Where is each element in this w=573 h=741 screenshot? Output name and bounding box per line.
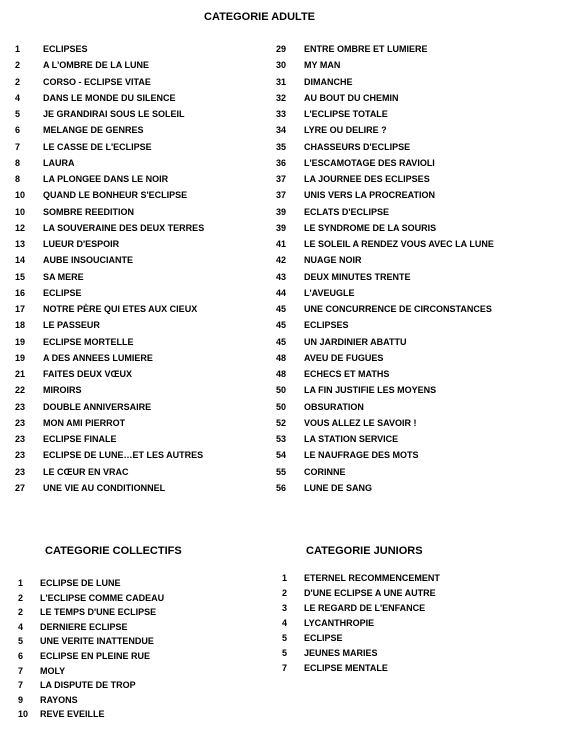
ranking-row — [15, 320, 265, 336]
entry-title: NUAGE NOIR — [304, 255, 362, 266]
rank-number: 3 — [282, 603, 288, 613]
rank-number: 48 — [276, 369, 287, 379]
juniors-ranking-list — [282, 573, 542, 678]
entry-title: FAITES DEUX VŒUX — [43, 369, 133, 379]
entry-title: SA MERE — [43, 271, 84, 282]
entry-title: ECLIPSE DE LUNE — [40, 578, 121, 588]
entry-title: QUAND LE BONHEUR S'ECLIPSE — [43, 190, 188, 201]
entry-title: LYRE OU DELIRE ? — [304, 125, 387, 136]
rank-number: 36 — [276, 157, 287, 168]
ranking-row — [18, 680, 238, 695]
rank-number: 55 — [276, 466, 287, 477]
entry-title: L'ECLIPSE COMME CADEAU — [40, 592, 165, 603]
entry-title: AVEU DE FUGUES — [304, 352, 384, 363]
ranking-row — [15, 109, 265, 125]
title-categorie-collectifs: CATEGORIE COLLECTIFS — [45, 545, 182, 557]
ranking-row — [18, 709, 238, 724]
entry-title: SOMBRE REEDITION — [43, 206, 135, 217]
entry-title: DERNIERE ECLIPSE — [40, 621, 128, 632]
entry-title: RAYONS — [40, 694, 78, 705]
rank-number: 16 — [15, 287, 26, 298]
entry-title: LA PLONGEE DANS LE NOIR — [43, 174, 169, 184]
ranking-row — [276, 77, 566, 93]
ranking-row — [15, 142, 265, 158]
entry-title: D'UNE ECLIPSE A UNE AUTRE — [304, 588, 436, 598]
ranking-row — [15, 125, 265, 141]
rank-number: 12 — [15, 222, 26, 233]
ranking-row — [276, 174, 566, 190]
rank-number: 34 — [276, 125, 287, 136]
ranking-row — [15, 77, 265, 93]
entry-title: LA STATION SERVICE — [304, 434, 399, 444]
ranking-row — [276, 190, 566, 206]
rank-number: 27 — [15, 482, 26, 493]
ranking-row — [276, 402, 566, 418]
rank-number: 43 — [276, 271, 287, 282]
rank-number: 45 — [276, 320, 287, 331]
entry-title: LE CASSE DE L'ECLIPSE — [43, 141, 152, 152]
entry-title: A DES ANNEES LUMIERE — [43, 352, 153, 363]
rank-number: 31 — [276, 76, 287, 87]
entry-title: CHASSEURS D'ECLIPSE — [304, 141, 411, 152]
entry-title: LE TEMPS D'UNE ECLIPSE — [40, 607, 157, 618]
entry-title: ECLIPSE FINALE — [43, 434, 117, 444]
ranking-row — [282, 663, 542, 678]
entry-title: LE CŒUR EN VRAC — [43, 466, 129, 477]
entry-title: ECHECS ET MATHS — [304, 369, 390, 379]
ranking-row — [15, 467, 265, 483]
ranking-row — [15, 44, 265, 60]
ranking-row — [276, 44, 566, 60]
ranking-row — [15, 60, 265, 76]
adult-ranking-right-column — [276, 44, 566, 499]
entry-title: DEUX MINUTES TRENTE — [304, 271, 411, 282]
ranking-row — [15, 93, 265, 109]
ranking-row — [276, 207, 566, 223]
rank-number: 1 — [15, 44, 21, 54]
entry-title: UNIS VERS LA PROCREATION — [304, 190, 436, 201]
rank-number: 13 — [15, 239, 26, 249]
entry-title: JE GRANDIRAI SOUS LE SOLEIL — [43, 109, 185, 119]
ranking-row — [15, 402, 265, 418]
ranking-row — [276, 304, 566, 320]
ranking-row — [18, 607, 238, 622]
entry-title: CORINNE — [304, 466, 346, 477]
rank-number: 9 — [18, 694, 24, 705]
entry-title: UNE CONCURRENCE DE CIRCONSTANCES — [304, 304, 492, 314]
rank-number: 35 — [276, 141, 287, 152]
entry-title: REVE EVEILLE — [40, 709, 105, 720]
title-categorie-adulte: CATEGORIE ADULTE — [204, 11, 316, 23]
entry-title: ECLATS D'ECLIPSE — [304, 206, 389, 217]
entry-title: DANS LE MONDE DU SILENCE — [43, 92, 176, 103]
entry-title: LA FIN JUSTIFIE LES MOYENS — [304, 385, 437, 396]
ranking-row — [15, 418, 265, 434]
ranking-row — [276, 109, 566, 125]
rank-number: 50 — [276, 401, 287, 412]
rank-number: 23 — [15, 466, 26, 477]
rank-number: 23 — [15, 417, 26, 428]
rank-number: 23 — [15, 434, 26, 444]
rank-number: 45 — [276, 304, 287, 314]
rank-number: 21 — [15, 369, 26, 379]
rank-number: 15 — [15, 271, 26, 282]
entry-title: JEUNES MARIES — [304, 648, 378, 658]
ranking-row — [282, 618, 542, 633]
entry-title: LE PASSEUR — [43, 320, 100, 331]
rank-number: 42 — [276, 255, 287, 266]
ranking-row — [276, 418, 566, 434]
entry-title: CORSO - ECLIPSE VITAE — [43, 76, 151, 87]
rank-number: 37 — [276, 190, 287, 201]
ranking-row — [15, 255, 265, 271]
ranking-row — [18, 578, 238, 593]
rank-number: 5 — [18, 636, 24, 647]
ranking-row — [276, 272, 566, 288]
ranking-row — [276, 60, 566, 76]
ranking-row — [15, 272, 265, 288]
entry-title: UN JARDINIER ABATTU — [304, 336, 407, 347]
ranking-row — [18, 593, 238, 608]
rank-number: 7 — [282, 663, 288, 673]
entry-title: ECLIPSE DE LUNE…ET LES AUTRES — [43, 450, 204, 461]
ranking-row — [15, 239, 265, 255]
ranking-row — [18, 622, 238, 637]
entry-title: MON AMI PIERROT — [43, 417, 126, 428]
entry-title: LE SOLEIL A RENDEZ VOUS AVEC LA LUNE — [304, 239, 494, 249]
entry-title: LYCANTHROPIE — [304, 618, 375, 628]
rank-number: 45 — [276, 336, 287, 347]
rank-number: 7 — [18, 665, 24, 676]
rank-number: 8 — [15, 174, 21, 184]
entry-title: LAURA — [43, 157, 75, 168]
ranking-row — [15, 174, 265, 190]
ranking-row — [15, 304, 265, 320]
ranking-row — [276, 239, 566, 255]
entry-title: ECLIPSES — [43, 44, 88, 54]
ranking-row — [15, 207, 265, 223]
ranking-row — [282, 588, 542, 603]
rank-number: 2 — [18, 607, 24, 618]
ranking-row — [276, 483, 566, 499]
rank-number: 5 — [15, 109, 21, 119]
ranking-row — [276, 434, 566, 450]
ranking-row — [15, 158, 265, 174]
rank-number: 5 — [282, 633, 288, 643]
rank-number: 48 — [276, 352, 287, 363]
rank-number: 39 — [276, 206, 287, 217]
entry-title: ETERNEL RECOMMENCEMENT — [304, 573, 440, 583]
entry-title: DOUBLE ANNIVERSAIRE — [43, 401, 152, 412]
rank-number: 52 — [276, 417, 287, 428]
rank-number: 23 — [15, 450, 26, 461]
rank-number: 29 — [276, 44, 287, 54]
rank-number: 41 — [276, 239, 287, 249]
rank-number: 14 — [15, 255, 26, 266]
rank-number: 22 — [15, 385, 26, 396]
ranking-row — [15, 288, 265, 304]
ranking-row — [15, 190, 265, 206]
ranking-row — [282, 573, 542, 588]
entry-title: A L'OMBRE DE LA LUNE — [43, 60, 149, 71]
entry-title: ECLIPSE EN PLEINE RUE — [40, 650, 151, 661]
rank-number: 10 — [15, 206, 26, 217]
ranking-row — [276, 369, 566, 385]
rank-number: 30 — [276, 60, 287, 71]
rank-number: 8 — [15, 157, 21, 168]
rank-number: 37 — [276, 174, 287, 184]
ranking-row — [276, 337, 566, 353]
ranking-row — [276, 385, 566, 401]
rank-number: 19 — [15, 352, 26, 363]
rank-number: 2 — [282, 588, 288, 598]
entry-title: L'AVEUGLE — [304, 287, 355, 298]
entry-title: UNE VERITE INATTENDUE — [40, 636, 154, 647]
entry-title: LA JOURNEE DES ECLIPSES — [304, 174, 430, 184]
entry-title: LE SYNDROME DE LA SOURIS — [304, 222, 437, 233]
entry-title: NOTRE PÈRE QUI ETES AUX CIEUX — [43, 304, 198, 314]
rank-number: 4 — [282, 618, 288, 628]
ranking-row — [15, 223, 265, 239]
rank-number: 10 — [15, 190, 26, 201]
ranking-row — [276, 158, 566, 174]
rank-number: 7 — [15, 141, 21, 152]
entry-title: ECLIPSE MORTELLE — [43, 336, 134, 347]
rank-number: 4 — [18, 621, 24, 632]
collectifs-ranking-list — [18, 578, 238, 724]
rank-number: 2 — [15, 60, 21, 71]
ranking-row — [282, 603, 542, 618]
entry-title: LA SOUVERAINE DES DEUX TERRES — [43, 222, 205, 233]
rank-number: 4 — [15, 92, 21, 103]
ranking-row — [282, 633, 542, 648]
rank-number: 50 — [276, 385, 287, 396]
rank-number: 53 — [276, 434, 287, 444]
ranking-row — [276, 125, 566, 141]
ranking-row — [276, 353, 566, 369]
rank-number: 2 — [18, 592, 24, 603]
entry-title: L'ESCAMOTAGE DES RAVIOLI — [304, 157, 435, 168]
entry-title: MELANGE DE GENRES — [43, 125, 144, 136]
rank-number: 6 — [15, 125, 21, 136]
ranking-row — [18, 636, 238, 651]
ranking-row — [276, 142, 566, 158]
ranking-row — [276, 450, 566, 466]
ranking-row — [282, 648, 542, 663]
rank-number: 10 — [18, 709, 29, 720]
entry-title: MIROIRS — [43, 385, 82, 396]
ranking-row — [276, 467, 566, 483]
ranking-row — [15, 450, 265, 466]
ranking-row — [15, 369, 265, 385]
ranking-row — [15, 483, 265, 499]
ranking-row — [18, 695, 238, 710]
entry-title: LE NAUFRAGE DES MOTS — [304, 450, 419, 461]
title-categorie-juniors: CATEGORIE JUNIORS — [306, 545, 423, 557]
rank-number: 17 — [15, 304, 26, 314]
ranking-row — [18, 651, 238, 666]
rank-number: 6 — [18, 650, 24, 661]
entry-title: LUEUR D'ESPOIR — [43, 239, 120, 249]
entry-title: ECLIPSE — [43, 287, 82, 298]
entry-title: MOLY — [40, 665, 66, 676]
rank-number: 32 — [276, 92, 287, 103]
entry-title: ECLIPSES — [304, 320, 349, 331]
entry-title: VOUS ALLEZ LE SAVOIR ! — [304, 417, 417, 428]
rank-number: 33 — [276, 109, 287, 119]
ranking-row — [15, 385, 265, 401]
rank-number: 1 — [282, 573, 288, 583]
ranking-row — [15, 353, 265, 369]
rank-number: 18 — [15, 320, 26, 331]
ranking-row — [15, 337, 265, 353]
rank-number: 7 — [18, 680, 24, 691]
rank-number: 23 — [15, 401, 26, 412]
entry-title: ECLIPSE MENTALE — [304, 663, 388, 673]
ranking-row — [276, 320, 566, 336]
ranking-row — [276, 223, 566, 239]
rank-number: 44 — [276, 287, 287, 298]
rank-number: 5 — [282, 648, 288, 658]
ranking-row — [276, 288, 566, 304]
adult-ranking-left-column — [15, 44, 265, 499]
rank-number: 1 — [18, 578, 24, 588]
rank-number: 54 — [276, 450, 287, 461]
entry-title: ECLIPSE — [304, 633, 343, 643]
rank-number: 19 — [15, 336, 26, 347]
ranking-row — [276, 93, 566, 109]
entry-title: DIMANCHE — [304, 76, 353, 87]
rank-number: 56 — [276, 482, 287, 493]
rank-number: 39 — [276, 222, 287, 233]
entry-title: AU BOUT DU CHEMIN — [304, 92, 399, 103]
entry-title: AUBE INSOUCIANTE — [43, 255, 134, 266]
entry-title: LA DISPUTE DE TROP — [40, 680, 136, 691]
ranking-row — [15, 434, 265, 450]
entry-title: L'ECLIPSE TOTALE — [304, 109, 388, 119]
ranking-row — [276, 255, 566, 271]
ranking-row — [18, 666, 238, 681]
entry-title: UNE VIE AU CONDITIONNEL — [43, 482, 166, 493]
rank-number: 2 — [15, 76, 21, 87]
entry-title: MY MAN — [304, 60, 341, 71]
entry-title: ENTRE OMBRE ET LUMIERE — [304, 44, 428, 54]
entry-title: LUNE DE SANG — [304, 482, 373, 493]
entry-title: LE REGARD DE L'ENFANCE — [304, 603, 426, 613]
entry-title: OBSURATION — [304, 401, 364, 412]
